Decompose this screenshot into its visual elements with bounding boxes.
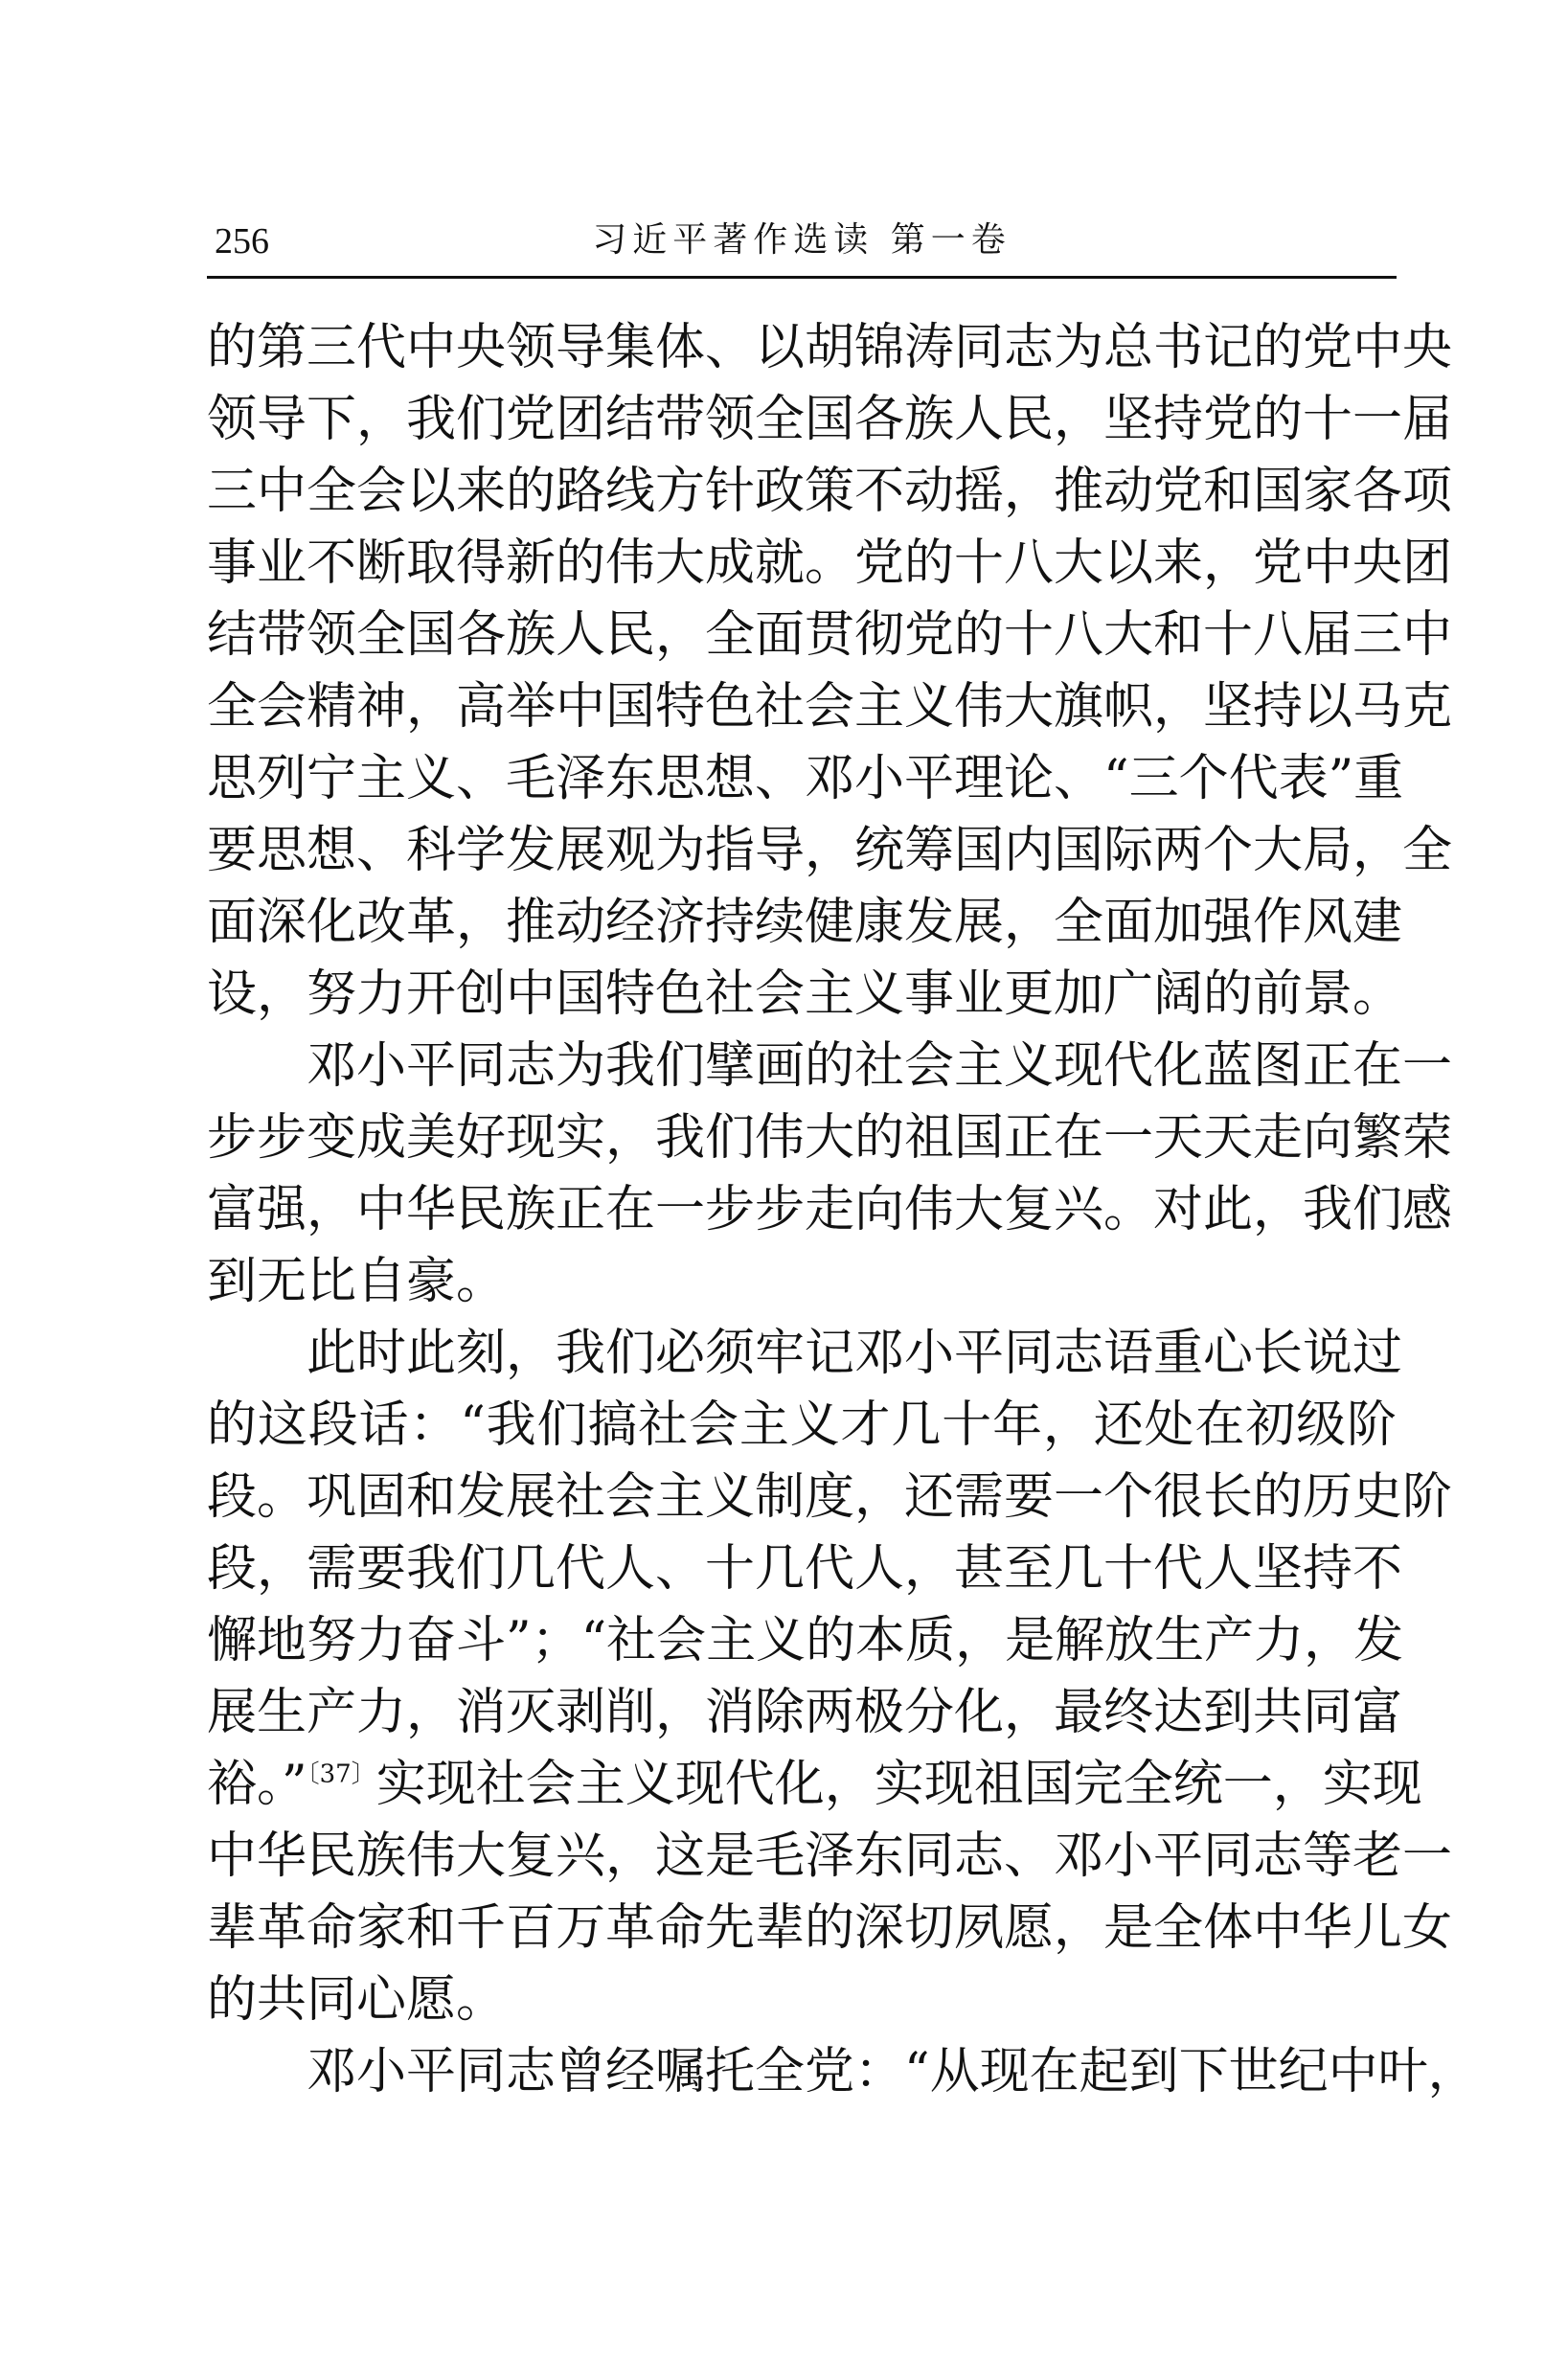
text-line: 到无比自豪。 <box>207 1253 507 1310</box>
footnote-marker: 〔37〕 <box>307 1759 376 1789</box>
text-line: 步步变成美好现实，我们伟大的祖国正在一天天走向繁荣 <box>207 1109 1453 1167</box>
running-title: 习近平著作选读 第一卷 <box>592 220 1011 260</box>
page-number: 256 <box>215 221 269 261</box>
body-text <box>207 312 1478 2108</box>
text-line: 的这段话：“我们搞社会主义才几十年，还处在初级阶 <box>207 1396 1397 1454</box>
text-line: 思列宁主义、毛泽东思想、邓小平理论、“三个代表”重 <box>207 750 1404 807</box>
text-line: 事业不断取得新的伟大成就。党的十八大以来，党中央团 <box>207 534 1453 592</box>
text-line: 懈地努力奋斗”；“社会主义的本质，是解放生产力，发 <box>207 1612 1404 1669</box>
text-line: 段。巩固和发展社会主义制度，还需要一个很长的历史阶 <box>207 1468 1453 1526</box>
text-line: 辈革命家和千百万革命先辈的深切夙愿，是全体中华儿女 <box>207 1899 1453 1957</box>
paragraph-first-line: 邓小平同志为我们擘画的社会主义现代化蓝图正在一 <box>307 1037 1453 1095</box>
text-line: 要思想、科学发展观为指导，统筹国内国际两个大局，全 <box>207 822 1453 879</box>
text-line: 的共同心愿。 <box>207 1971 507 2029</box>
paragraph-first-line: 此时此刻，我们必须牢记邓小平同志语重心长说过 <box>307 1325 1403 1382</box>
text-line: 三中全会以来的路线方针政策不动摇，推动党和国家各项 <box>207 463 1453 520</box>
text-line: 全会精神，高举中国特色社会主义伟大旗帜，坚持以马克 <box>207 678 1453 736</box>
text-segment: 裕。” <box>207 1756 307 1813</box>
text-line: 中华民族伟大复兴，这是毛泽东同志、邓小平同志等老一 <box>207 1828 1453 1885</box>
text-line: 领导下，我们党团结带领全国各族人民，坚持党的十一届 <box>207 391 1453 448</box>
text-line: 的第三代中央领导集体、以胡锦涛同志为总书记的党中央 <box>207 319 1453 376</box>
text-line: 设，努力开创中国特色社会主义事业更加广阔的前景。 <box>207 965 1403 1023</box>
text-line-with-note <box>207 1749 1422 1821</box>
text-line: 富强，中华民族正在一步步走向伟大复兴。对此，我们感 <box>207 1181 1453 1238</box>
text-line: 段，需要我们几代人、十几代人，甚至几十代人坚持不 <box>207 1540 1403 1598</box>
text-segment: 实现社会主义现代化，实现祖国完全统一，实现 <box>375 1756 1422 1813</box>
text-line: 展生产力，消灭剥削，消除两极分化，最终达到共同富 <box>207 1684 1403 1741</box>
page-header <box>207 213 1397 279</box>
text-line: 面深化改革，推动经济持续健康发展，全面加强作风建 <box>207 894 1403 951</box>
paragraph-first-line: 邓小平同志曾经嘱托全党：“从现在起到下世纪中叶， <box>307 2043 1478 2100</box>
text-line: 结带领全国各族人民，全面贯彻党的十八大和十八届三中 <box>207 606 1453 664</box>
